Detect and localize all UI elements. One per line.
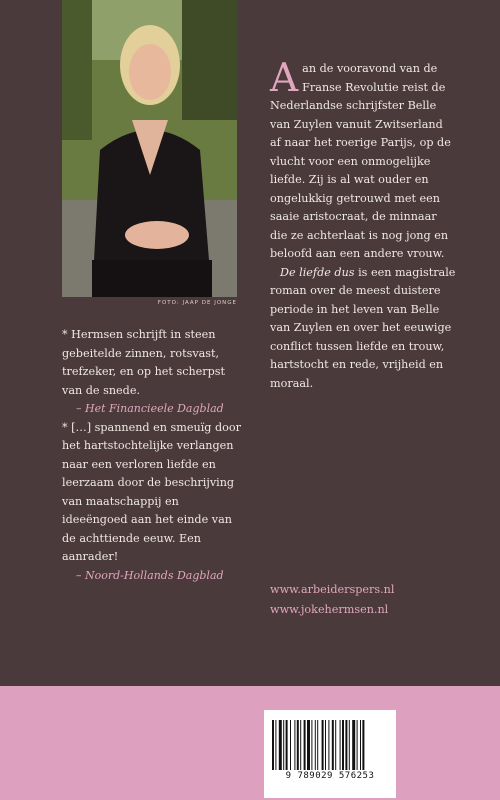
author-photo <box>62 0 237 297</box>
quote-text: * Hermsen schrijft in steen gebeitelde zinnen, rotsvast, trefzeker, en op het scherpst van de snede. <box>62 328 226 397</box>
quote-text: * […] spannend en smeuïg door het hartstochtelijke verlangen naar een verloren liefde en leerzaam door de beschrijving van maatschappij en ideeëngoed aan het einde van de achttiende eeuw. Een aanrader! <box>62 420 241 563</box>
book-blurb <box>270 56 456 393</box>
blurb-text: an de vooravond van de Franse Revolutie reist de Nederlandse schrijfster Belle van Zuylen vanuit Zwitserland af naar het roerige Parijs, op de vlucht voor een onmogelijke liefde. Zij is al wat ouder en ongelukkig getrouwd met een saaie aristocraat, de minnaar die ze achterlaat is nog jong en beloofd aan een andere vrouw. <box>270 62 451 260</box>
review-quote <box>62 326 244 419</box>
review-quote <box>62 419 244 586</box>
blurb-text: is een magistrale roman over de meest duistere periode in het leven van Belle van Zuylen en over het eeuwige conflict tussen liefde en trouw, hartstocht en rede, vrijheid en moraal. <box>270 265 456 390</box>
isbn-number: 9 789029 576253 <box>285 771 375 781</box>
quote-source: – Noord-Hollands Dagblad <box>76 568 224 582</box>
book-title-italic: De liefde dus <box>280 265 355 279</box>
blurb-paragraph <box>270 264 456 394</box>
drop-cap: A <box>270 56 299 101</box>
barcode <box>264 710 396 798</box>
blurb-paragraph <box>270 56 456 264</box>
author-link[interactable]: www.jokehermsen.nl <box>270 603 389 616</box>
pink-band <box>0 686 500 800</box>
quote-source: – Het Financieele Dagblad <box>76 402 224 415</box>
review-quotes <box>62 326 244 585</box>
barcode-bars <box>272 720 388 770</box>
photo-credit: FOTO: JAAP DE JONGE <box>157 300 237 306</box>
publisher-link[interactable]: www.arbeiderspers.nl <box>270 583 395 596</box>
website-links <box>270 580 456 620</box>
